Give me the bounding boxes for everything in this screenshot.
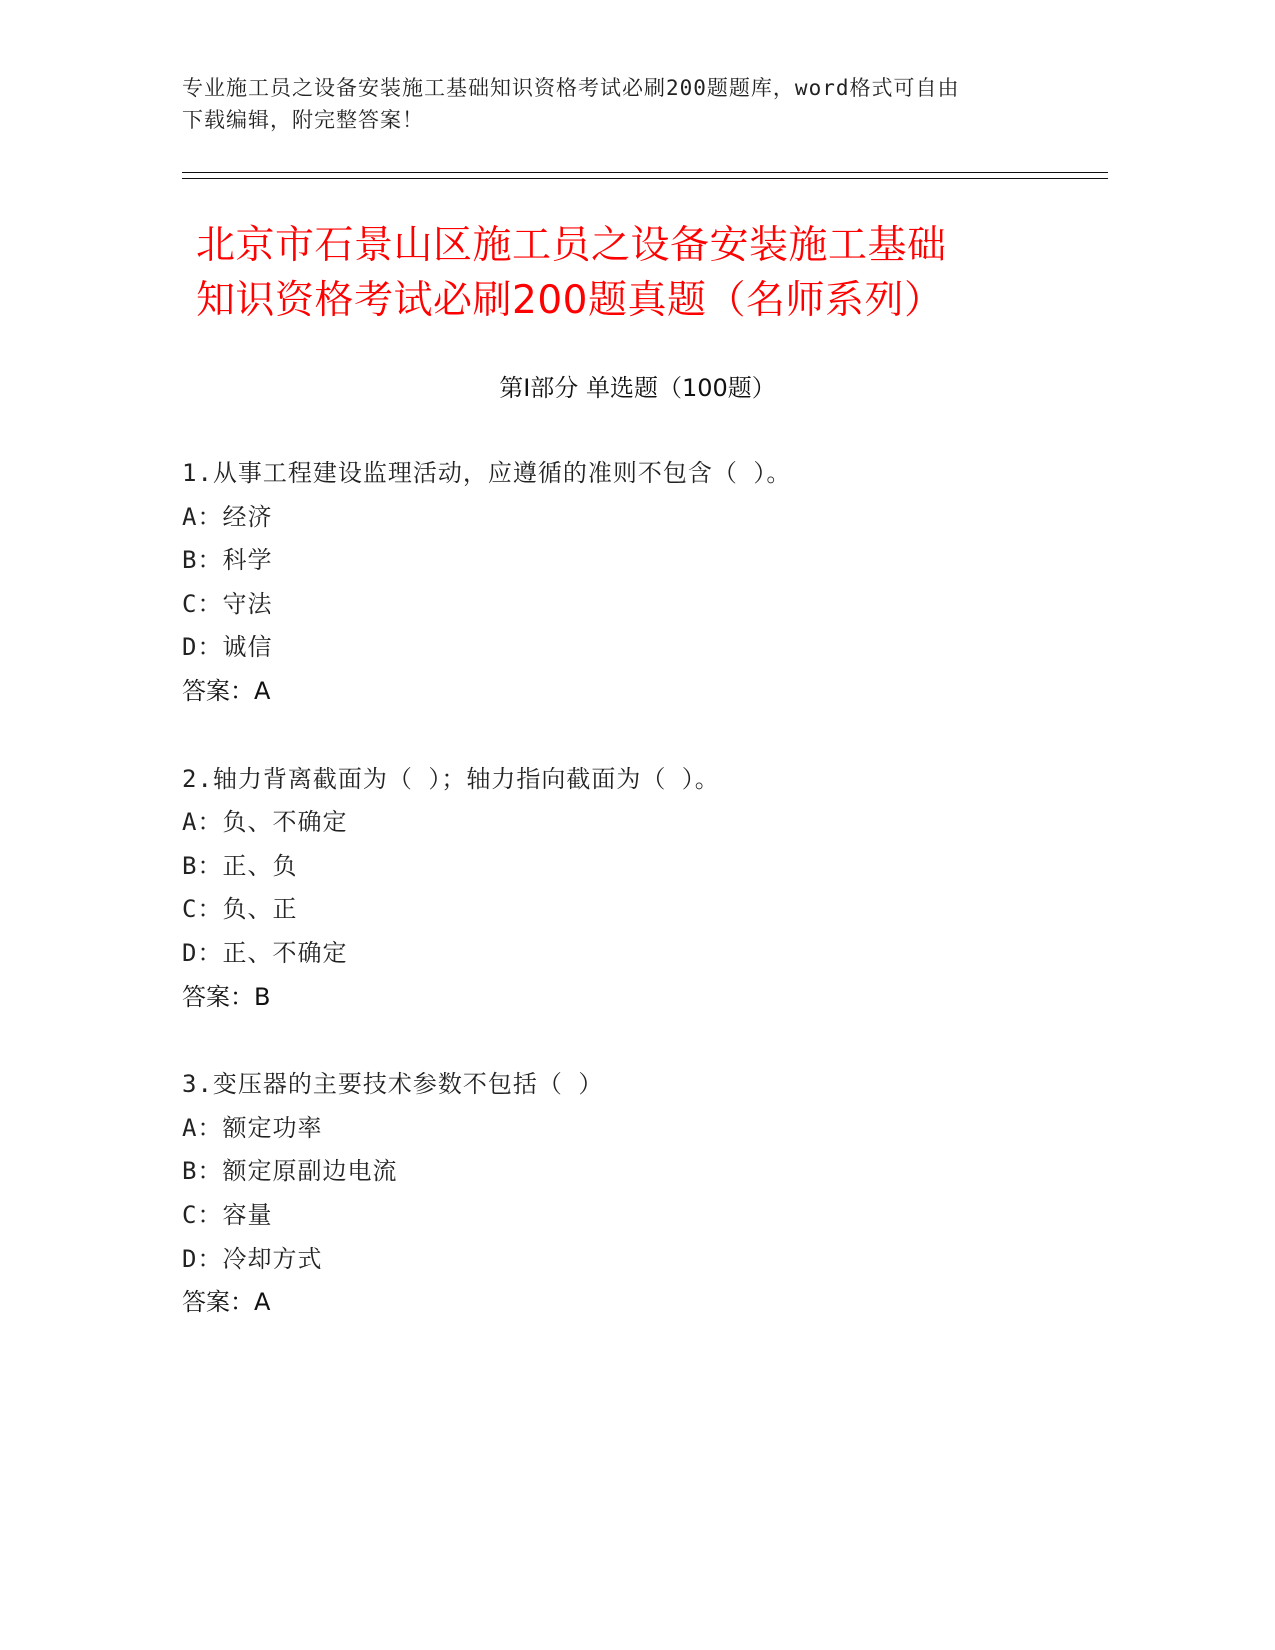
question-list xyxy=(182,452,1082,1369)
option-d: D：冷却方式 xyxy=(182,1244,323,1273)
question-stem: 2.轴力背离截面为（ ）；轴力指向截面为（ ）。 xyxy=(182,764,720,793)
answer-label: 答案：B xyxy=(182,982,271,1011)
option-c: C：负、正 xyxy=(182,895,298,924)
option-d: D：诚信 xyxy=(182,633,273,662)
option-c: C：守法 xyxy=(182,589,273,618)
question-3 xyxy=(182,1063,1082,1325)
document-title xyxy=(196,218,1076,328)
option-b: B：正、负 xyxy=(182,851,298,880)
intro-line-2: 下载编辑，附完整答案！ xyxy=(182,108,424,132)
option-a: A：经济 xyxy=(182,502,273,531)
answer-label: 答案：A xyxy=(182,1288,271,1317)
intro-text xyxy=(182,72,1052,136)
option-c: C：容量 xyxy=(182,1200,273,1229)
header-divider-top xyxy=(182,172,1108,173)
option-b: B：额定原副边电流 xyxy=(182,1157,398,1186)
question-1 xyxy=(182,452,1082,714)
option-a: A：额定功率 xyxy=(182,1113,323,1142)
answer-label: 答案：A xyxy=(182,676,271,705)
question-stem: 3.变压器的主要技术参数不包括（ ） xyxy=(182,1070,604,1099)
intro-line-1: 专业施工员之设备安装施工基础知识资格考试必刷200题题库，word格式可自由 xyxy=(182,76,960,100)
question-2 xyxy=(182,758,1082,1020)
question-stem: 1.从事工程建设监理活动，应遵循的准则不包含（ ）。 xyxy=(182,459,792,487)
option-a: A：负、不确定 xyxy=(182,808,348,837)
option-d: D：正、不确定 xyxy=(182,938,348,967)
title-line-2: 知识资格考试必刷200题真题（名师系列） xyxy=(196,278,944,323)
header-divider-bottom xyxy=(182,178,1108,179)
section-heading: 第Ⅰ部分 单选题（100题） xyxy=(499,374,776,402)
title-line-1: 北京市石景山区施工员之设备安装施工基础 xyxy=(196,223,947,268)
option-b: B：科学 xyxy=(182,546,273,575)
